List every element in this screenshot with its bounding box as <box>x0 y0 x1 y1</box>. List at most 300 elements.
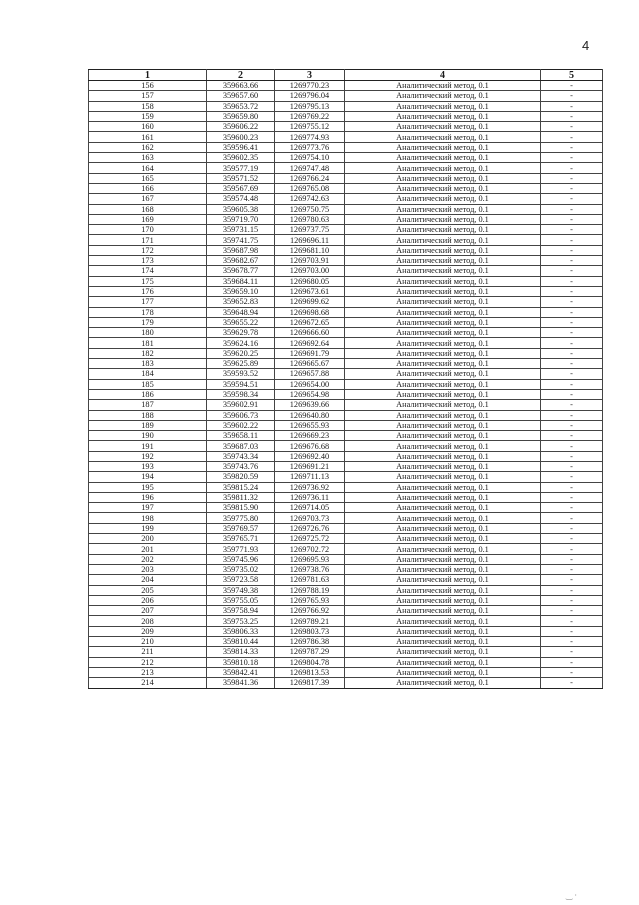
point-number-cell: 187 <box>89 400 207 410</box>
y-coordinate-cell: 1269813.53 <box>275 667 345 677</box>
y-coordinate-cell: 1269773.76 <box>275 142 345 152</box>
point-number-cell: 201 <box>89 544 207 554</box>
x-coordinate-cell: 359571.52 <box>207 173 275 183</box>
table-row <box>89 379 603 389</box>
note-cell: - <box>541 410 603 420</box>
method-cell: Аналитический метод, 0.1 <box>345 142 541 152</box>
note-cell: - <box>541 585 603 595</box>
x-coordinate-cell: 359567.69 <box>207 183 275 193</box>
point-number-cell: 163 <box>89 153 207 163</box>
y-coordinate-cell: 1269795.13 <box>275 101 345 111</box>
y-coordinate-cell: 1269788.19 <box>275 585 345 595</box>
note-cell: - <box>541 400 603 410</box>
x-coordinate-cell: 359593.52 <box>207 369 275 379</box>
y-coordinate-cell: 1269766.24 <box>275 173 345 183</box>
method-cell: Аналитический метод, 0.1 <box>345 122 541 132</box>
table-row <box>89 575 603 585</box>
y-coordinate-cell: 1269703.91 <box>275 256 345 266</box>
table-row <box>89 595 603 605</box>
x-coordinate-cell: 359658.11 <box>207 431 275 441</box>
note-cell: - <box>541 513 603 523</box>
note-cell: - <box>541 81 603 91</box>
note-cell: - <box>541 286 603 296</box>
note-cell: - <box>541 245 603 255</box>
x-coordinate-cell: 359769.57 <box>207 523 275 533</box>
page-number: 4 <box>582 38 590 53</box>
method-cell: Аналитический метод, 0.1 <box>345 225 541 235</box>
x-coordinate-cell: 359687.98 <box>207 245 275 255</box>
table-row <box>89 91 603 101</box>
table-row <box>89 492 603 502</box>
method-cell: Аналитический метод, 0.1 <box>345 204 541 214</box>
method-cell: Аналитический метод, 0.1 <box>345 379 541 389</box>
method-cell: Аналитический метод, 0.1 <box>345 153 541 163</box>
note-cell: - <box>541 667 603 677</box>
x-coordinate-cell: 359814.33 <box>207 647 275 657</box>
method-cell: Аналитический метод, 0.1 <box>345 637 541 647</box>
note-cell: - <box>541 173 603 183</box>
x-coordinate-cell: 359620.25 <box>207 348 275 358</box>
note-cell: - <box>541 564 603 574</box>
note-cell: - <box>541 492 603 502</box>
x-coordinate-cell: 359605.38 <box>207 204 275 214</box>
method-cell: Аналитический метод, 0.1 <box>345 575 541 585</box>
x-coordinate-cell: 359741.75 <box>207 235 275 245</box>
y-coordinate-cell: 1269765.93 <box>275 595 345 605</box>
y-coordinate-cell: 1269750.75 <box>275 204 345 214</box>
point-number-cell: 185 <box>89 379 207 389</box>
point-number-cell: 193 <box>89 461 207 471</box>
x-coordinate-cell: 359659.80 <box>207 111 275 121</box>
table-row <box>89 369 603 379</box>
y-coordinate-cell: 1269657.88 <box>275 369 345 379</box>
y-coordinate-cell: 1269736.11 <box>275 492 345 502</box>
y-coordinate-cell: 1269703.73 <box>275 513 345 523</box>
note-cell: - <box>541 534 603 544</box>
x-coordinate-cell: 359577.19 <box>207 163 275 173</box>
table-row <box>89 616 603 626</box>
method-cell: Аналитический метод, 0.1 <box>345 678 541 688</box>
table-row <box>89 647 603 657</box>
table-row <box>89 667 603 677</box>
table-body <box>89 81 603 689</box>
method-cell: Аналитический метод, 0.1 <box>345 101 541 111</box>
method-cell: Аналитический метод, 0.1 <box>345 431 541 441</box>
note-cell: - <box>541 637 603 647</box>
method-cell: Аналитический метод, 0.1 <box>345 359 541 369</box>
point-number-cell: 171 <box>89 235 207 245</box>
note-cell: - <box>541 297 603 307</box>
note-cell: - <box>541 606 603 616</box>
point-number-cell: 188 <box>89 410 207 420</box>
method-cell: Аналитический метод, 0.1 <box>345 492 541 502</box>
method-cell: Аналитический метод, 0.1 <box>345 472 541 482</box>
y-coordinate-cell: 1269695.93 <box>275 554 345 564</box>
point-number-cell: 180 <box>89 328 207 338</box>
y-coordinate-cell: 1269786.38 <box>275 637 345 647</box>
note-cell: - <box>541 204 603 214</box>
coordinates-table <box>88 69 603 689</box>
method-cell: Аналитический метод, 0.1 <box>345 348 541 358</box>
note-cell: - <box>541 266 603 276</box>
point-number-cell: 212 <box>89 657 207 667</box>
point-number-cell: 209 <box>89 626 207 636</box>
y-coordinate-cell: 1269665.67 <box>275 359 345 369</box>
note-cell: - <box>541 111 603 121</box>
x-coordinate-cell: 359743.34 <box>207 451 275 461</box>
method-cell: Аналитический метод, 0.1 <box>345 276 541 286</box>
note-cell: - <box>541 544 603 554</box>
x-coordinate-cell: 359749.38 <box>207 585 275 595</box>
table-row <box>89 142 603 152</box>
point-number-cell: 181 <box>89 338 207 348</box>
point-number-cell: 178 <box>89 307 207 317</box>
point-number-cell: 159 <box>89 111 207 121</box>
table-row <box>89 204 603 214</box>
y-coordinate-cell: 1269666.60 <box>275 328 345 338</box>
method-cell: Аналитический метод, 0.1 <box>345 256 541 266</box>
method-cell: Аналитический метод, 0.1 <box>345 616 541 626</box>
table-row <box>89 286 603 296</box>
table-row <box>89 523 603 533</box>
y-coordinate-cell: 1269737.75 <box>275 225 345 235</box>
note-cell: - <box>541 420 603 430</box>
y-coordinate-cell: 1269726.76 <box>275 523 345 533</box>
note-cell: - <box>541 214 603 224</box>
point-number-cell: 213 <box>89 667 207 677</box>
note-cell: - <box>541 132 603 142</box>
table-row <box>89 554 603 564</box>
point-number-cell: 204 <box>89 575 207 585</box>
y-coordinate-cell: 1269691.79 <box>275 348 345 358</box>
y-coordinate-cell: 1269680.05 <box>275 276 345 286</box>
y-coordinate-cell: 1269755.12 <box>275 122 345 132</box>
table-row <box>89 564 603 574</box>
note-cell: - <box>541 461 603 471</box>
method-cell: Аналитический метод, 0.1 <box>345 81 541 91</box>
x-coordinate-cell: 359606.73 <box>207 410 275 420</box>
method-cell: Аналитический метод, 0.1 <box>345 266 541 276</box>
x-coordinate-cell: 359652.83 <box>207 297 275 307</box>
y-coordinate-cell: 1269780.63 <box>275 214 345 224</box>
y-coordinate-cell: 1269654.00 <box>275 379 345 389</box>
column-header-2: 2 <box>207 70 275 81</box>
point-number-cell: 176 <box>89 286 207 296</box>
point-number-cell: 191 <box>89 441 207 451</box>
point-number-cell: 195 <box>89 482 207 492</box>
x-coordinate-cell: 359625.89 <box>207 359 275 369</box>
note-cell: - <box>541 379 603 389</box>
note-cell: - <box>541 431 603 441</box>
x-coordinate-cell: 359606.22 <box>207 122 275 132</box>
point-number-cell: 205 <box>89 585 207 595</box>
note-cell: - <box>541 482 603 492</box>
y-coordinate-cell: 1269736.92 <box>275 482 345 492</box>
column-header-5: 5 <box>541 70 603 81</box>
note-cell: - <box>541 91 603 101</box>
method-cell: Аналитический метод, 0.1 <box>345 595 541 605</box>
method-cell: Аналитический метод, 0.1 <box>345 554 541 564</box>
y-coordinate-cell: 1269796.04 <box>275 91 345 101</box>
note-cell: - <box>541 183 603 193</box>
x-coordinate-cell: 359602.35 <box>207 153 275 163</box>
method-cell: Аналитический метод, 0.1 <box>345 183 541 193</box>
x-coordinate-cell: 359810.18 <box>207 657 275 667</box>
point-number-cell: 161 <box>89 132 207 142</box>
point-number-cell: 162 <box>89 142 207 152</box>
y-coordinate-cell: 1269703.00 <box>275 266 345 276</box>
note-cell: - <box>541 503 603 513</box>
table-row <box>89 235 603 245</box>
y-coordinate-cell: 1269725.72 <box>275 534 345 544</box>
point-number-cell: 177 <box>89 297 207 307</box>
note-cell: - <box>541 142 603 152</box>
x-coordinate-cell: 359657.60 <box>207 91 275 101</box>
x-coordinate-cell: 359758.94 <box>207 606 275 616</box>
column-header-4: 4 <box>345 70 541 81</box>
table-row <box>89 441 603 451</box>
table-row <box>89 461 603 471</box>
point-number-cell: 174 <box>89 266 207 276</box>
point-number-cell: 166 <box>89 183 207 193</box>
x-coordinate-cell: 359842.41 <box>207 667 275 677</box>
x-coordinate-cell: 359629.78 <box>207 328 275 338</box>
method-cell: Аналитический метод, 0.1 <box>345 400 541 410</box>
y-coordinate-cell: 1269673.61 <box>275 286 345 296</box>
table-row <box>89 420 603 430</box>
y-coordinate-cell: 1269789.21 <box>275 616 345 626</box>
note-cell: - <box>541 328 603 338</box>
table-row <box>89 317 603 327</box>
y-coordinate-cell: 1269803.73 <box>275 626 345 636</box>
x-coordinate-cell: 359653.72 <box>207 101 275 111</box>
point-number-cell: 158 <box>89 101 207 111</box>
x-coordinate-cell: 359820.59 <box>207 472 275 482</box>
method-cell: Аналитический метод, 0.1 <box>345 606 541 616</box>
note-cell: - <box>541 256 603 266</box>
x-coordinate-cell: 359624.16 <box>207 338 275 348</box>
table-row <box>89 101 603 111</box>
note-cell: - <box>541 194 603 204</box>
point-number-cell: 198 <box>89 513 207 523</box>
point-number-cell: 172 <box>89 245 207 255</box>
y-coordinate-cell: 1269714.05 <box>275 503 345 513</box>
note-cell: - <box>541 122 603 132</box>
point-number-cell: 182 <box>89 348 207 358</box>
x-coordinate-cell: 359775.80 <box>207 513 275 523</box>
table-row <box>89 534 603 544</box>
table-row <box>89 410 603 420</box>
table-row <box>89 637 603 647</box>
note-cell: - <box>541 235 603 245</box>
y-coordinate-cell: 1269698.68 <box>275 307 345 317</box>
y-coordinate-cell: 1269692.40 <box>275 451 345 461</box>
x-coordinate-cell: 359815.24 <box>207 482 275 492</box>
y-coordinate-cell: 1269766.92 <box>275 606 345 616</box>
table-row <box>89 328 603 338</box>
note-cell: - <box>541 647 603 657</box>
y-coordinate-cell: 1269702.72 <box>275 544 345 554</box>
method-cell: Аналитический метод, 0.1 <box>345 513 541 523</box>
method-cell: Аналитический метод, 0.1 <box>345 338 541 348</box>
table-row <box>89 297 603 307</box>
x-coordinate-cell: 359678.77 <box>207 266 275 276</box>
point-number-cell: 203 <box>89 564 207 574</box>
table-row <box>89 81 603 91</box>
y-coordinate-cell: 1269738.76 <box>275 564 345 574</box>
method-cell: Аналитический метод, 0.1 <box>345 286 541 296</box>
method-cell: Аналитический метод, 0.1 <box>345 91 541 101</box>
note-cell: - <box>541 554 603 564</box>
column-header-3: 3 <box>275 70 345 81</box>
table-row <box>89 256 603 266</box>
method-cell: Аналитический метод, 0.1 <box>345 245 541 255</box>
x-coordinate-cell: 359811.32 <box>207 492 275 502</box>
note-cell: - <box>541 317 603 327</box>
method-cell: Аналитический метод, 0.1 <box>345 307 541 317</box>
x-coordinate-cell: 359600.23 <box>207 132 275 142</box>
table-row <box>89 276 603 286</box>
table-row <box>89 513 603 523</box>
note-cell: - <box>541 657 603 667</box>
y-coordinate-cell: 1269655.93 <box>275 420 345 430</box>
note-cell: - <box>541 153 603 163</box>
table-row <box>89 544 603 554</box>
table-row <box>89 214 603 224</box>
y-coordinate-cell: 1269640.80 <box>275 410 345 420</box>
point-number-cell: 186 <box>89 389 207 399</box>
x-coordinate-cell: 359602.91 <box>207 400 275 410</box>
point-number-cell: 160 <box>89 122 207 132</box>
y-coordinate-cell: 1269774.93 <box>275 132 345 142</box>
method-cell: Аналитический метод, 0.1 <box>345 451 541 461</box>
method-cell: Аналитический метод, 0.1 <box>345 482 541 492</box>
table-row <box>89 678 603 688</box>
y-coordinate-cell: 1269654.98 <box>275 389 345 399</box>
method-cell: Аналитический метод, 0.1 <box>345 328 541 338</box>
method-cell: Аналитический метод, 0.1 <box>345 389 541 399</box>
x-coordinate-cell: 359648.94 <box>207 307 275 317</box>
table-header-row <box>89 70 603 81</box>
method-cell: Аналитический метод, 0.1 <box>345 297 541 307</box>
method-cell: Аналитический метод, 0.1 <box>345 564 541 574</box>
y-coordinate-cell: 1269639.66 <box>275 400 345 410</box>
table-row <box>89 194 603 204</box>
note-cell: - <box>541 101 603 111</box>
x-coordinate-cell: 359574.48 <box>207 194 275 204</box>
y-coordinate-cell: 1269781.63 <box>275 575 345 585</box>
x-coordinate-cell: 359594.51 <box>207 379 275 389</box>
x-coordinate-cell: 359753.25 <box>207 616 275 626</box>
y-coordinate-cell: 1269669.23 <box>275 431 345 441</box>
x-coordinate-cell: 359655.22 <box>207 317 275 327</box>
method-cell: Аналитический метод, 0.1 <box>345 369 541 379</box>
note-cell: - <box>541 276 603 286</box>
y-coordinate-cell: 1269681.10 <box>275 245 345 255</box>
method-cell: Аналитический метод, 0.1 <box>345 503 541 513</box>
point-number-cell: 194 <box>89 472 207 482</box>
method-cell: Аналитический метод, 0.1 <box>345 194 541 204</box>
method-cell: Аналитический метод, 0.1 <box>345 441 541 451</box>
y-coordinate-cell: 1269699.62 <box>275 297 345 307</box>
y-coordinate-cell: 1269765.08 <box>275 183 345 193</box>
note-cell: - <box>541 451 603 461</box>
y-coordinate-cell: 1269769.22 <box>275 111 345 121</box>
x-coordinate-cell: 359745.96 <box>207 554 275 564</box>
point-number-cell: 173 <box>89 256 207 266</box>
method-cell: Аналитический метод, 0.1 <box>345 523 541 533</box>
method-cell: Аналитический метод, 0.1 <box>345 214 541 224</box>
x-coordinate-cell: 359841.36 <box>207 678 275 688</box>
x-coordinate-cell: 359598.34 <box>207 389 275 399</box>
table-row <box>89 482 603 492</box>
method-cell: Аналитический метод, 0.1 <box>345 235 541 245</box>
note-cell: - <box>541 523 603 533</box>
x-coordinate-cell: 359602.22 <box>207 420 275 430</box>
note-cell: - <box>541 307 603 317</box>
y-coordinate-cell: 1269676.68 <box>275 441 345 451</box>
x-coordinate-cell: 359743.76 <box>207 461 275 471</box>
point-number-cell: 157 <box>89 91 207 101</box>
table-row <box>89 472 603 482</box>
table-row <box>89 389 603 399</box>
x-coordinate-cell: 359755.05 <box>207 595 275 605</box>
x-coordinate-cell: 359723.58 <box>207 575 275 585</box>
x-coordinate-cell: 359735.02 <box>207 564 275 574</box>
table-row <box>89 585 603 595</box>
x-coordinate-cell: 359771.93 <box>207 544 275 554</box>
x-coordinate-cell: 359719.70 <box>207 214 275 224</box>
method-cell: Аналитический метод, 0.1 <box>345 647 541 657</box>
table-row <box>89 132 603 142</box>
x-coordinate-cell: 359659.10 <box>207 286 275 296</box>
note-cell: - <box>541 441 603 451</box>
table-row <box>89 451 603 461</box>
point-number-cell: 168 <box>89 204 207 214</box>
y-coordinate-cell: 1269692.64 <box>275 338 345 348</box>
x-coordinate-cell: 359815.90 <box>207 503 275 513</box>
table-row <box>89 183 603 193</box>
point-number-cell: 199 <box>89 523 207 533</box>
point-number-cell: 190 <box>89 431 207 441</box>
scan-artifact-mark: ‿ · <box>566 891 578 900</box>
x-coordinate-cell: 359687.03 <box>207 441 275 451</box>
method-cell: Аналитический метод, 0.1 <box>345 111 541 121</box>
x-coordinate-cell: 359684.11 <box>207 276 275 286</box>
point-number-cell: 167 <box>89 194 207 204</box>
point-number-cell: 183 <box>89 359 207 369</box>
table-row <box>89 245 603 255</box>
point-number-cell: 196 <box>89 492 207 502</box>
method-cell: Аналитический метод, 0.1 <box>345 163 541 173</box>
table-row <box>89 503 603 513</box>
table-row <box>89 307 603 317</box>
point-number-cell: 156 <box>89 81 207 91</box>
note-cell: - <box>541 225 603 235</box>
y-coordinate-cell: 1269787.29 <box>275 647 345 657</box>
note-cell: - <box>541 338 603 348</box>
method-cell: Аналитический метод, 0.1 <box>345 585 541 595</box>
point-number-cell: 192 <box>89 451 207 461</box>
table-row <box>89 359 603 369</box>
point-number-cell: 214 <box>89 678 207 688</box>
y-coordinate-cell: 1269696.11 <box>275 235 345 245</box>
table-row <box>89 626 603 636</box>
method-cell: Аналитический метод, 0.1 <box>345 534 541 544</box>
note-cell: - <box>541 163 603 173</box>
y-coordinate-cell: 1269817.39 <box>275 678 345 688</box>
note-cell: - <box>541 595 603 605</box>
